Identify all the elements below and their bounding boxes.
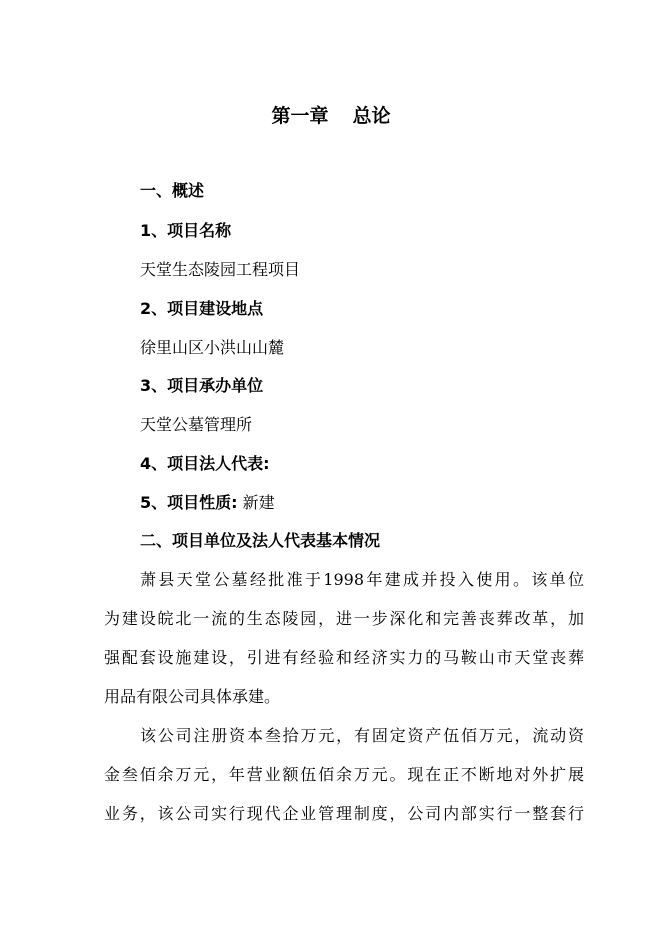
item-value-project-name: 天堂生态陵园工程项目	[140, 260, 301, 279]
item-label-location: 2、项目建设地点	[140, 299, 264, 318]
item-label-nature: 5、项目性质:	[140, 493, 238, 512]
chapter-name: 总论	[352, 105, 391, 127]
section-heading-overview: 一、概述	[140, 181, 205, 200]
paragraph-line: 金叁佰余万元，年营业额伍佰余万元。现在正不断地对外扩展	[104, 765, 584, 784]
item-label-project-name: 1、项目名称	[140, 221, 232, 240]
chapter-number: 第一章	[271, 105, 329, 127]
section-heading-unit-info: 二、项目单位及法人代表基本情况	[140, 531, 381, 550]
paragraph-line: 为建设皖北一流的生态陵园，进一步深化和完善丧葬改革，加	[104, 609, 584, 628]
chapter-title	[0, 101, 662, 128]
item-label-organizer: 3、项目承办单位	[140, 376, 264, 395]
paragraph-line: 萧县天堂公墓经批准于1998年建成并投入使用。该单位	[140, 570, 584, 589]
item-project-nature	[140, 493, 620, 513]
paragraph-line: 用品有限公司具体承建。	[104, 687, 281, 706]
paragraph-line: 强配套设施建设，引进有经验和经济实力的马鞍山市天堂丧葬	[104, 648, 584, 667]
paragraph-line: 业务，该公司实行现代企业管理制度，公司内部实行一整套行	[104, 804, 584, 823]
item-label-legal-rep: 4、项目法人代表:	[140, 454, 270, 473]
paragraph-line: 该公司注册资本叁拾万元，有固定资产伍佰万元，流动资	[140, 726, 584, 745]
item-value-location: 徐里山区小洪山山麓	[140, 338, 285, 357]
item-value-nature: 新建	[242, 493, 275, 512]
item-value-organizer: 天堂公墓管理所	[140, 415, 253, 434]
